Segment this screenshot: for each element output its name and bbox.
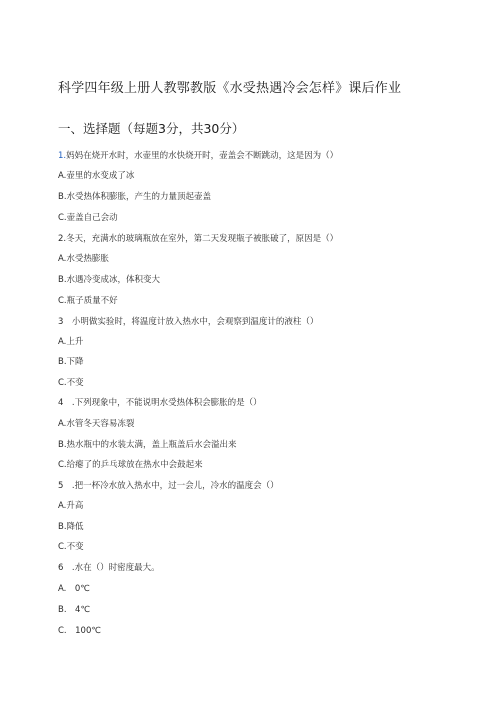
line-text: B.热水瓶中的水装太满，盖上瓶盖后水会溢出来 <box>58 440 237 450</box>
line-text: 5 .把一杯冷水放入热水中，过一会儿，冷水的温度会（） <box>58 481 279 491</box>
answer-option <box>58 625 101 637</box>
question-text <box>58 150 338 162</box>
answer-option <box>58 212 118 224</box>
line-text: 4 .下列现象中，不能说明水受热体积会膨胀的是（） <box>58 398 262 408</box>
answer-option <box>58 170 134 182</box>
line-text: C. 100℃ <box>58 626 101 636</box>
answer-option <box>58 604 90 616</box>
answer-option <box>58 500 83 512</box>
answer-option <box>58 459 203 471</box>
line-text: B. 4℃ <box>58 605 90 615</box>
answer-option <box>58 583 90 595</box>
line-text: A.水受热膨胀 <box>58 254 109 264</box>
line-text: 2.冬天，充满水的玻璃瓶放在室外，第二天发现瓶子被胀破了，原因是（） <box>58 234 339 244</box>
line-text: B.水遇冷变成冰，体积变大 <box>58 275 161 285</box>
line-text: C.不变 <box>58 378 84 388</box>
section-heading: 一、选择题（每题3分，共30分） <box>58 121 245 136</box>
line-text: A.水管冬天容易冻裂 <box>58 419 135 429</box>
answer-option <box>58 521 84 533</box>
answer-option <box>58 274 160 286</box>
line-text: 3 小明做实验时，将温度计放入热水中，会观察到温度计的液柱（） <box>58 317 319 327</box>
question-text <box>58 480 279 492</box>
line-text: A.升高 <box>58 501 84 511</box>
answer-option <box>58 377 84 389</box>
question-text <box>58 397 262 409</box>
line-text: B.下降 <box>58 357 84 367</box>
answer-option <box>58 418 134 430</box>
document-title: 科学四年级上册人教鄂教版《水受热遇冷会怎样》课后作业 <box>58 81 402 96</box>
question-text <box>58 562 160 574</box>
line-text: C.壶盖自己会动 <box>58 213 118 223</box>
line-text: C.给瘪了的乒乓球放在热水中会鼓起来 <box>58 460 203 470</box>
question-number: 1. <box>58 151 67 161</box>
answer-option <box>58 336 83 348</box>
question-text <box>58 233 338 245</box>
answer-option <box>58 541 84 553</box>
line-text: 妈妈在烧开水时，水壶里的水快烧开时，壶盖会不断跳动，这是因为（） <box>66 151 339 161</box>
question-text <box>58 316 318 328</box>
line-text: A.壶里的水变成了冰 <box>58 171 135 181</box>
answer-option <box>58 356 84 368</box>
answer-option <box>58 253 109 265</box>
line-text: C.瓶子质量不好 <box>58 296 118 306</box>
answer-option <box>58 295 118 307</box>
line-text: B.降低 <box>58 522 84 532</box>
line-text: A. 0℃ <box>58 584 90 594</box>
line-text: B.水受热体积膨胀，产生的力量顶起壶盖 <box>58 192 212 202</box>
answer-option <box>58 191 211 203</box>
answer-option <box>58 439 237 451</box>
line-text: A.上升 <box>58 337 84 347</box>
line-text: C.不变 <box>58 542 84 552</box>
line-text: 6 .水在（）时密度最大。 <box>58 563 160 573</box>
